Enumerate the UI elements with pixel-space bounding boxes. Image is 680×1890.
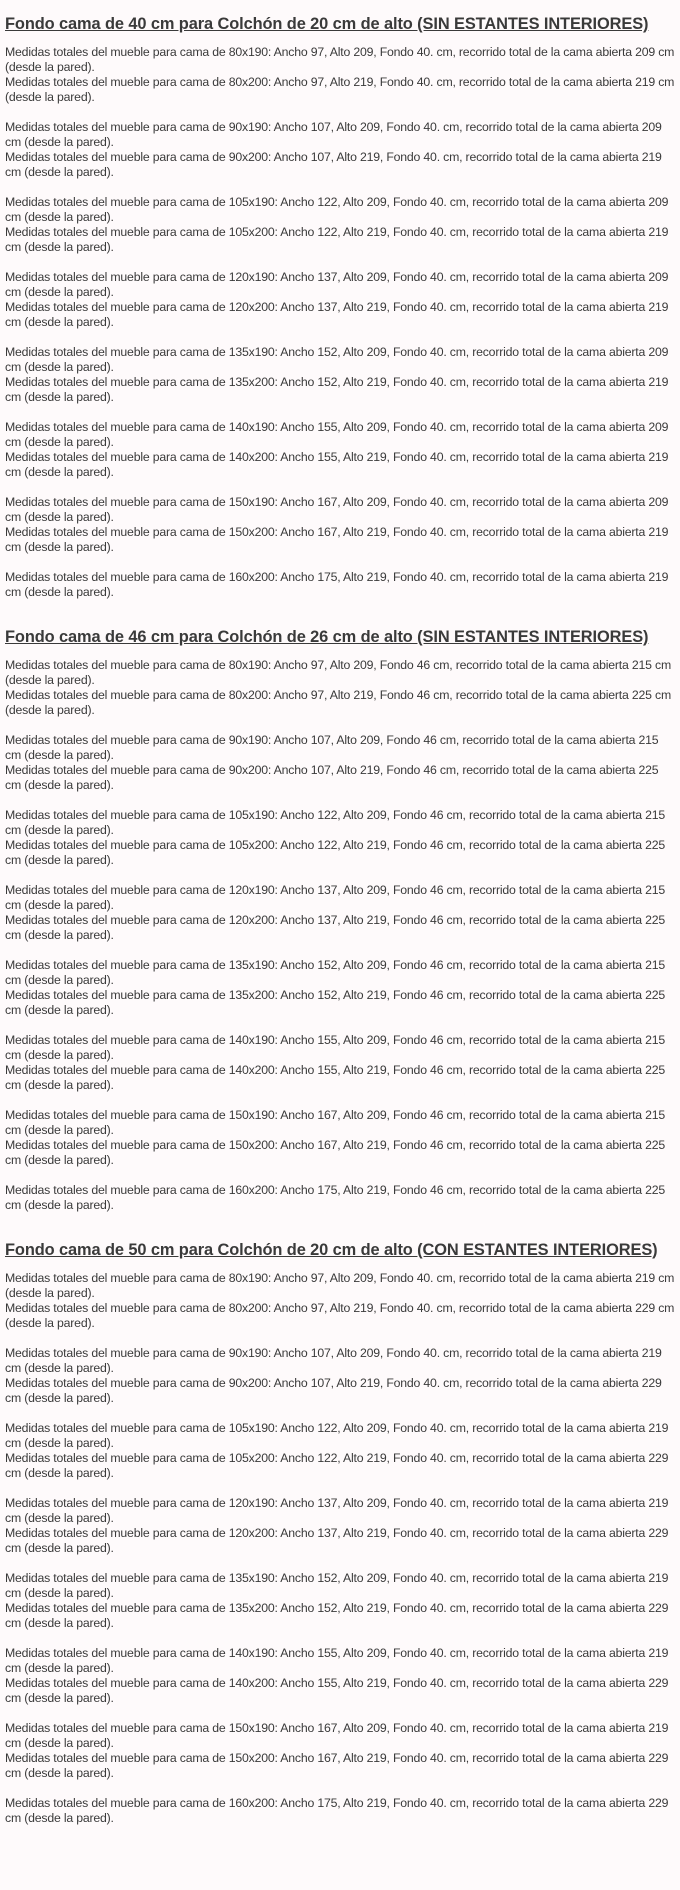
size-group-150 bbox=[5, 1108, 680, 1168]
size-group-160 bbox=[5, 1796, 680, 1826]
section-title: Fondo cama de 40 cm para Colchón de 20 cm de alto (SIN ESTANTES INTERIORES) bbox=[5, 15, 649, 33]
measurement-line: Medidas totales del mueble para cama de 80x200: Ancho 97, Alto 219, Fondo 40. cm, recorrido total de la cama abierta 229 cm (desde la pared). bbox=[5, 1301, 675, 1330]
size-group-135 bbox=[5, 958, 680, 1018]
size-group-160 bbox=[5, 570, 680, 600]
measurement-line: Medidas totales del mueble para cama de 90x200: Ancho 107, Alto 219, Fondo 40. cm, recorrido total de la cama abierta 229 cm (desde la pared). bbox=[5, 1376, 662, 1405]
measurement-line: Medidas totales del mueble para cama de 80x190: Ancho 97, Alto 209, Fondo 40. cm, recorrido total de la cama abierta 209 cm (desde la pared). bbox=[5, 45, 675, 74]
measurement-line: Medidas totales del mueble para cama de 160x200: Ancho 175, Alto 219, Fondo 40. cm, recorrido total de la cama abierta 219 cm (desde la pared). bbox=[5, 570, 669, 599]
section-title: Fondo cama de 50 cm para Colchón de 20 cm de alto (CON ESTANTES INTERIORES) bbox=[5, 1241, 658, 1259]
size-group-105 bbox=[5, 808, 680, 868]
measurement-line: Medidas totales del mueble para cama de 135x200: Ancho 152, Alto 219, Fondo 40. cm, recorrido total de la cama abierta 229 cm (desde la pared). bbox=[5, 1601, 669, 1630]
measurement-line: Medidas totales del mueble para cama de 160x200: Ancho 175, Alto 219, Fondo 46 cm, recorrido total de la cama abierta 225 cm (desde la pared). bbox=[5, 1183, 666, 1212]
size-group-105 bbox=[5, 1421, 680, 1481]
measurement-line: Medidas totales del mueble para cama de 105x200: Ancho 122, Alto 219, Fondo 40. cm, recorrido total de la cama abierta 219 cm (desde la pared). bbox=[5, 225, 669, 254]
size-group-150 bbox=[5, 495, 680, 555]
size-group-120 bbox=[5, 270, 680, 330]
size-group-120 bbox=[5, 883, 680, 943]
measurement-line: Medidas totales del mueble para cama de 105x200: Ancho 122, Alto 219, Fondo 40. cm, recorrido total de la cama abierta 229 cm (desde la pared). bbox=[5, 1451, 669, 1480]
measurement-line: Medidas totales del mueble para cama de 105x190: Ancho 122, Alto 209, Fondo 40. cm, recorrido total de la cama abierta 209 cm (desde la pared). bbox=[5, 195, 669, 224]
measurement-line: Medidas totales del mueble para cama de 140x190: Ancho 155, Alto 209, Fondo 46 cm, recorrido total de la cama abierta 215 cm (desde la pared). bbox=[5, 1033, 666, 1062]
size-group-140 bbox=[5, 1033, 680, 1093]
measurement-line: Medidas totales del mueble para cama de 105x200: Ancho 122, Alto 219, Fondo 46 cm, recorrido total de la cama abierta 225 cm (desde la pared). bbox=[5, 838, 666, 867]
measurement-line: Medidas totales del mueble para cama de 140x200: Ancho 155, Alto 219, Fondo 46 cm, recorrido total de la cama abierta 225 cm (desde la pared). bbox=[5, 1063, 666, 1092]
measurement-line: Medidas totales del mueble para cama de 140x200: Ancho 155, Alto 219, Fondo 40. cm, recorrido total de la cama abierta 229 cm (desde la pared). bbox=[5, 1676, 669, 1705]
measurement-line: Medidas totales del mueble para cama de 105x190: Ancho 122, Alto 209, Fondo 40. cm, recorrido total de la cama abierta 219 cm (desde la pared). bbox=[5, 1421, 669, 1450]
size-group-150 bbox=[5, 1721, 680, 1781]
measurement-line: Medidas totales del mueble para cama de 90x200: Ancho 107, Alto 219, Fondo 46 cm, recorrido total de la cama abierta 225 cm (desde la pared). bbox=[5, 763, 659, 792]
size-group-80 bbox=[5, 658, 680, 718]
measurement-line: Medidas totales del mueble para cama de 150x200: Ancho 167, Alto 219, Fondo 40. cm, recorrido total de la cama abierta 219 cm (desde la pared). bbox=[5, 525, 669, 554]
measurement-line: Medidas totales del mueble para cama de 120x200: Ancho 137, Alto 219, Fondo 40. cm, recorrido total de la cama abierta 219 cm (desde la pared). bbox=[5, 300, 669, 329]
measurement-line: Medidas totales del mueble para cama de 90x200: Ancho 107, Alto 219, Fondo 40. cm, recorrido total de la cama abierta 219 cm (desde la pared). bbox=[5, 150, 662, 179]
size-group-140 bbox=[5, 1646, 680, 1706]
measurement-line: Medidas totales del mueble para cama de 140x200: Ancho 155, Alto 219, Fondo 40. cm, recorrido total de la cama abierta 219 cm (desde la pared). bbox=[5, 450, 669, 479]
measurement-line: Medidas totales del mueble para cama de 150x200: Ancho 167, Alto 219, Fondo 46 cm, recorrido total de la cama abierta 225 cm (desde la pared). bbox=[5, 1138, 666, 1167]
size-group-135 bbox=[5, 345, 680, 405]
measurement-line: Medidas totales del mueble para cama de 135x190: Ancho 152, Alto 209, Fondo 40. cm, recorrido total de la cama abierta 209 cm (desde la pared). bbox=[5, 345, 669, 374]
measurement-line: Medidas totales del mueble para cama de 135x190: Ancho 152, Alto 209, Fondo 46 cm, recorrido total de la cama abierta 215 cm (desde la pared). bbox=[5, 958, 666, 987]
measurement-line: Medidas totales del mueble para cama de 90x190: Ancho 107, Alto 209, Fondo 46 cm, recorrido total de la cama abierta 215 cm (desde la pared). bbox=[5, 733, 659, 762]
section-40cm bbox=[5, 14, 680, 600]
measurement-line: Medidas totales del mueble para cama de 150x190: Ancho 167, Alto 209, Fondo 46 cm, recorrido total de la cama abierta 215 cm (desde la pared). bbox=[5, 1108, 666, 1137]
size-group-90 bbox=[5, 733, 680, 793]
measurement-line: Medidas totales del mueble para cama de 120x200: Ancho 137, Alto 219, Fondo 46 cm, recorrido total de la cama abierta 225 cm (desde la pared). bbox=[5, 913, 666, 942]
measurement-line: Medidas totales del mueble para cama de 105x190: Ancho 122, Alto 209, Fondo 46 cm, recorrido total de la cama abierta 215 cm (desde la pared). bbox=[5, 808, 666, 837]
size-group-135 bbox=[5, 1571, 680, 1631]
section-50cm bbox=[5, 1240, 680, 1826]
size-group-90 bbox=[5, 120, 680, 180]
size-group-160 bbox=[5, 1183, 680, 1213]
measurement-line: Medidas totales del mueble para cama de 80x200: Ancho 97, Alto 219, Fondo 46 cm, recorrido total de la cama abierta 225 cm (desde la pared). bbox=[5, 688, 672, 717]
size-group-80 bbox=[5, 45, 680, 105]
section-46cm bbox=[5, 627, 680, 1213]
measurement-line: Medidas totales del mueble para cama de 140x190: Ancho 155, Alto 209, Fondo 40. cm, recorrido total de la cama abierta 209 cm (desde la pared). bbox=[5, 420, 669, 449]
measurement-line: Medidas totales del mueble para cama de 90x190: Ancho 107, Alto 209, Fondo 40. cm, recorrido total de la cama abierta 219 cm (desde la pared). bbox=[5, 1346, 662, 1375]
measurement-line: Medidas totales del mueble para cama de 135x190: Ancho 152, Alto 209, Fondo 40. cm, recorrido total de la cama abierta 219 cm (desde la pared). bbox=[5, 1571, 669, 1600]
measurement-line: Medidas totales del mueble para cama de 80x200: Ancho 97, Alto 219, Fondo 40. cm, recorrido total de la cama abierta 219 cm (desde la pared). bbox=[5, 75, 675, 104]
measurement-line: Medidas totales del mueble para cama de 135x200: Ancho 152, Alto 219, Fondo 46 cm, recorrido total de la cama abierta 225 cm (desde la pared). bbox=[5, 988, 666, 1017]
measurement-line: Medidas totales del mueble para cama de 120x190: Ancho 137, Alto 209, Fondo 46 cm, recorrido total de la cama abierta 215 cm (desde la pared). bbox=[5, 883, 666, 912]
section-title: Fondo cama de 46 cm para Colchón de 26 cm de alto (SIN ESTANTES INTERIORES) bbox=[5, 628, 649, 646]
measurement-line: Medidas totales del mueble para cama de 120x190: Ancho 137, Alto 209, Fondo 40. cm, recorrido total de la cama abierta 219 cm (desde la pared). bbox=[5, 1496, 669, 1525]
measurement-line: Medidas totales del mueble para cama de 120x200: Ancho 137, Alto 219, Fondo 40. cm, recorrido total de la cama abierta 229 cm (desde la pared). bbox=[5, 1526, 669, 1555]
measurement-line: Medidas totales del mueble para cama de 140x190: Ancho 155, Alto 209, Fondo 40. cm, recorrido total de la cama abierta 219 cm (desde la pared). bbox=[5, 1646, 669, 1675]
measurement-line: Medidas totales del mueble para cama de 80x190: Ancho 97, Alto 209, Fondo 46 cm, recorrido total de la cama abierta 215 cm (desde la pared). bbox=[5, 658, 672, 687]
measurement-line: Medidas totales del mueble para cama de 80x190: Ancho 97, Alto 209, Fondo 40. cm, recorrido total de la cama abierta 219 cm (desde la pared). bbox=[5, 1271, 675, 1300]
measurement-line: Medidas totales del mueble para cama de 160x200: Ancho 175, Alto 219, Fondo 40. cm, recorrido total de la cama abierta 229 cm (desde la pared). bbox=[5, 1796, 669, 1825]
size-group-120 bbox=[5, 1496, 680, 1556]
measurement-line: Medidas totales del mueble para cama de 150x190: Ancho 167, Alto 209, Fondo 40. cm, recorrido total de la cama abierta 219 cm (desde la pared). bbox=[5, 1721, 669, 1750]
size-group-105 bbox=[5, 195, 680, 255]
size-group-80 bbox=[5, 1271, 680, 1331]
measurement-line: Medidas totales del mueble para cama de 150x190: Ancho 167, Alto 209, Fondo 40. cm, recorrido total de la cama abierta 209 cm (desde la pared). bbox=[5, 495, 669, 524]
size-group-140 bbox=[5, 420, 680, 480]
measurement-line: Medidas totales del mueble para cama de 120x190: Ancho 137, Alto 209, Fondo 40. cm, recorrido total de la cama abierta 209 cm (desde la pared). bbox=[5, 270, 669, 299]
measurement-line: Medidas totales del mueble para cama de 150x200: Ancho 167, Alto 219, Fondo 40. cm, recorrido total de la cama abierta 229 cm (desde la pared). bbox=[5, 1751, 669, 1780]
measurement-line: Medidas totales del mueble para cama de 135x200: Ancho 152, Alto 219, Fondo 40. cm, recorrido total de la cama abierta 219 cm (desde la pared). bbox=[5, 375, 669, 404]
measurement-line: Medidas totales del mueble para cama de 90x190: Ancho 107, Alto 209, Fondo 40. cm, recorrido total de la cama abierta 209 cm (desde la pared). bbox=[5, 120, 662, 149]
size-group-90 bbox=[5, 1346, 680, 1406]
